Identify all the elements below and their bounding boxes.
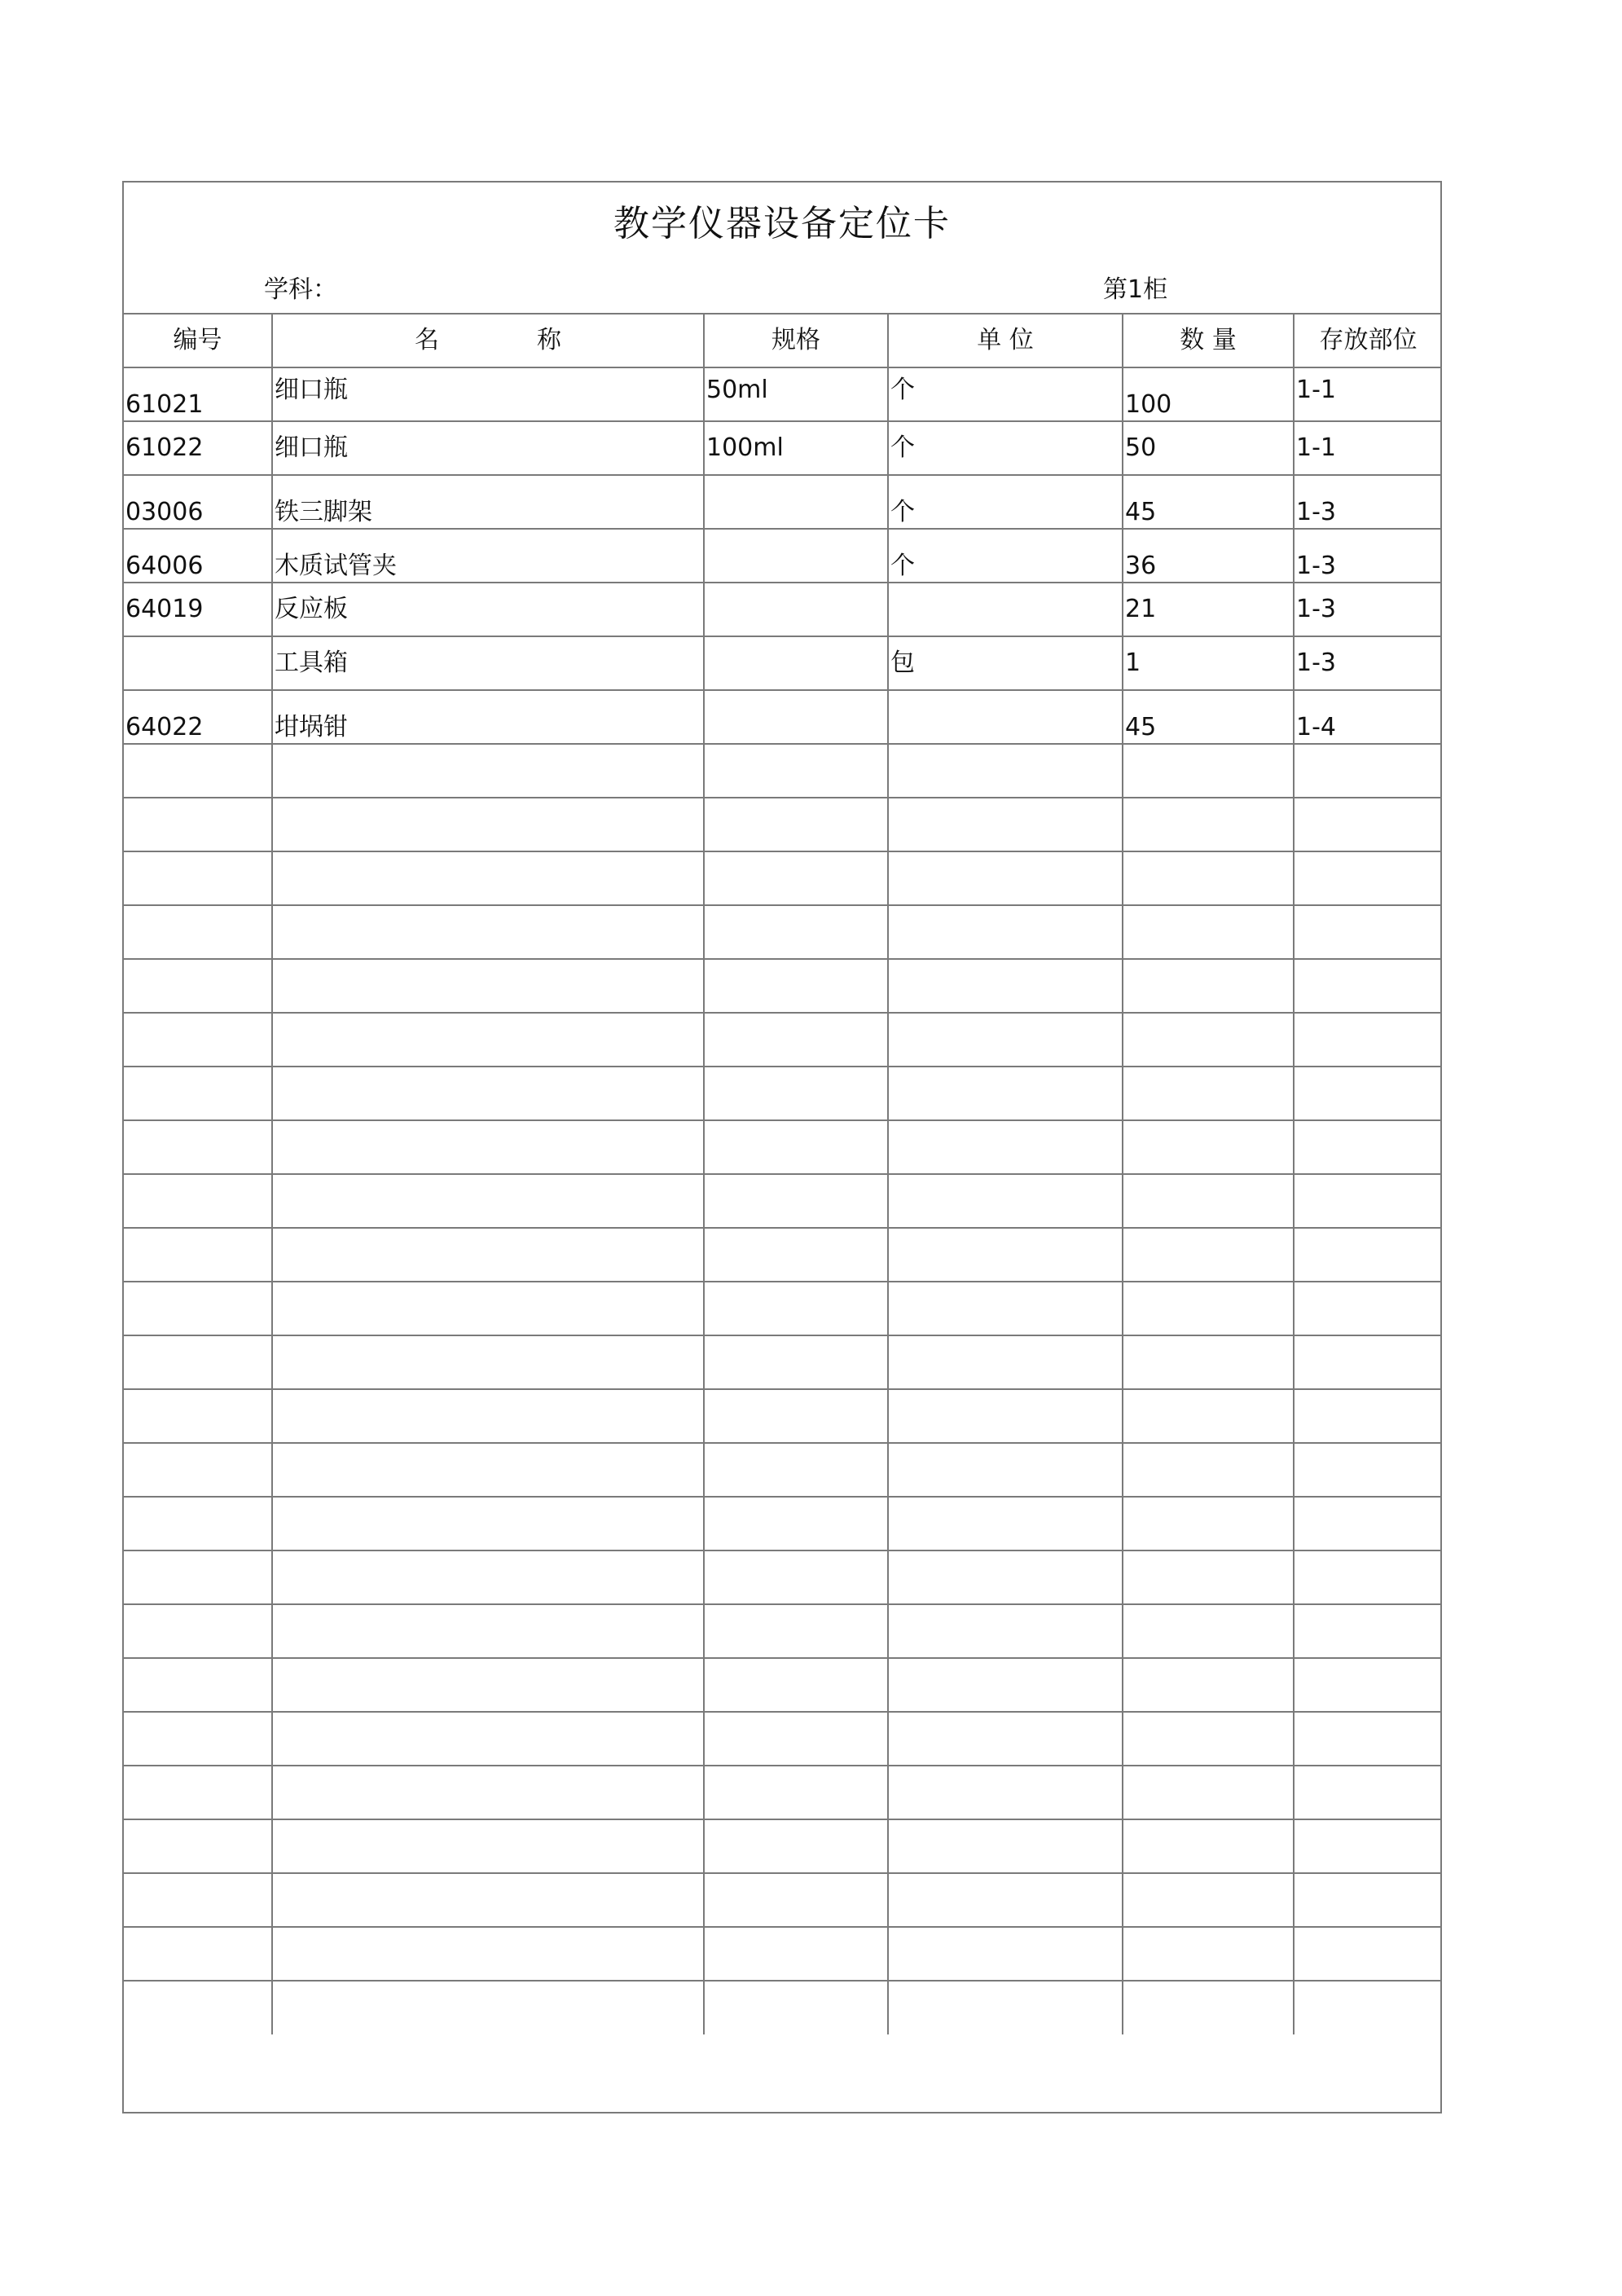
cell-unit: 个 (888, 367, 1123, 421)
cell-name: 细口瓶 (272, 421, 704, 475)
cell-spec (704, 1120, 888, 1174)
cell-spec (704, 1604, 888, 1658)
cell-quantity (1123, 1120, 1294, 1174)
cell-location: 1-1 (1294, 421, 1442, 475)
cell-id (124, 1228, 272, 1282)
cell-location: 1-3 (1294, 529, 1442, 583)
cell-location (1294, 1174, 1442, 1228)
cell-spec (704, 1550, 888, 1604)
cell-location (1294, 1067, 1442, 1120)
empty-row (124, 1927, 1442, 1981)
cell-unit (888, 1819, 1123, 1873)
cell-spec (704, 1873, 888, 1927)
cell-id (124, 1658, 272, 1712)
empty-row (124, 1658, 1442, 1712)
equipment-location-card (122, 181, 1442, 2113)
empty-row (124, 1389, 1442, 1443)
cell-spec (704, 1927, 888, 1981)
cell-name (272, 1013, 704, 1067)
cell-unit (888, 1174, 1123, 1228)
cell-spec (704, 1658, 888, 1712)
cell-spec (704, 690, 888, 744)
cell-id (124, 1550, 272, 1604)
cell-location (1294, 798, 1442, 851)
cell-spec (704, 851, 888, 905)
cell-location: 1-3 (1294, 583, 1442, 636)
cell-quantity (1123, 1335, 1294, 1389)
cell-id (124, 1819, 272, 1873)
cell-quantity (1123, 1819, 1294, 1873)
cell-id: 03006 (124, 475, 272, 529)
cell-unit (888, 1282, 1123, 1335)
cell-unit (888, 690, 1123, 744)
cell-unit (888, 1604, 1123, 1658)
cell-unit (888, 1013, 1123, 1067)
cell-spec (704, 1712, 888, 1766)
cell-spec (704, 1389, 888, 1443)
cell-location (1294, 1013, 1442, 1067)
empty-row (124, 1604, 1442, 1658)
empty-row (124, 1228, 1442, 1282)
cell-location (1294, 1550, 1442, 1604)
cell-location (1294, 1443, 1442, 1497)
cell-name (272, 1604, 704, 1658)
cell-unit (888, 851, 1123, 905)
table-row (124, 367, 1442, 421)
cell-location (1294, 1604, 1442, 1658)
cell-spec (704, 798, 888, 851)
cell-quantity: 50 (1123, 421, 1294, 475)
cell-name (272, 1658, 704, 1712)
empty-row (124, 1443, 1442, 1497)
header-id: 编号 (124, 314, 272, 367)
empty-row (124, 1282, 1442, 1335)
cell-location (1294, 1873, 1442, 1927)
cell-id (124, 1013, 272, 1067)
empty-row (124, 1174, 1442, 1228)
cell-location: 1-3 (1294, 475, 1442, 529)
empty-row (124, 1497, 1442, 1550)
cell-spec (704, 1174, 888, 1228)
cell-quantity (1123, 905, 1294, 959)
empty-row (124, 1981, 1442, 2034)
cell-id: 61022 (124, 421, 272, 475)
cabinet-label: 第1柜 (1103, 275, 1168, 304)
cell-quantity: 100 (1123, 367, 1294, 421)
cell-spec (704, 1766, 888, 1819)
cell-quantity (1123, 1658, 1294, 1712)
cell-location: 1-1 (1294, 367, 1442, 421)
cell-id (124, 1174, 272, 1228)
cell-id: 61021 (124, 367, 272, 421)
cell-name (272, 1228, 704, 1282)
cell-spec (704, 1443, 888, 1497)
cell-quantity (1123, 1927, 1294, 1981)
cell-name (272, 1443, 704, 1497)
cell-name (272, 1873, 704, 1927)
table-row (124, 421, 1442, 475)
cell-spec (704, 1282, 888, 1335)
cell-location (1294, 1658, 1442, 1712)
cell-quantity (1123, 851, 1294, 905)
cell-name (272, 1766, 704, 1819)
cell-quantity: 36 (1123, 529, 1294, 583)
cell-unit: 包 (888, 636, 1123, 690)
cell-unit (888, 583, 1123, 636)
cell-quantity (1123, 744, 1294, 798)
header-spec: 规格 (704, 314, 888, 367)
cell-spec (704, 959, 888, 1013)
cell-quantity: 21 (1123, 583, 1294, 636)
cell-id (124, 959, 272, 1013)
cell-spec (704, 1981, 888, 2034)
cell-unit (888, 1766, 1123, 1819)
cell-quantity (1123, 1766, 1294, 1819)
cell-unit (888, 1389, 1123, 1443)
cell-id (124, 798, 272, 851)
cell-unit (888, 1712, 1123, 1766)
cell-quantity (1123, 1067, 1294, 1120)
cell-name: 坩埚钳 (272, 690, 704, 744)
cell-unit (888, 744, 1123, 798)
cell-id (124, 1712, 272, 1766)
cell-name (272, 1712, 704, 1766)
empty-row (124, 1335, 1442, 1389)
cell-spec (704, 1067, 888, 1120)
empty-row (124, 959, 1442, 1013)
cell-spec (704, 1819, 888, 1873)
cell-quantity (1123, 1228, 1294, 1282)
cell-unit (888, 1927, 1123, 1981)
cell-quantity (1123, 1497, 1294, 1550)
cell-unit (888, 905, 1123, 959)
cell-unit (888, 1067, 1123, 1120)
cell-location (1294, 744, 1442, 798)
empty-row (124, 851, 1442, 905)
cell-location (1294, 1389, 1442, 1443)
cell-id (124, 851, 272, 905)
cell-name (272, 1819, 704, 1873)
cell-id: 64006 (124, 529, 272, 583)
cell-location (1294, 1335, 1442, 1389)
cell-id (124, 1335, 272, 1389)
header-quantity: 数 量 (1123, 314, 1294, 367)
cell-unit (888, 1120, 1123, 1174)
cell-location (1294, 1927, 1442, 1981)
cell-id (124, 1981, 272, 2034)
cell-quantity (1123, 1981, 1294, 2034)
cell-spec (704, 1013, 888, 1067)
subject-label: 学科： (264, 275, 337, 304)
cell-location: 1-4 (1294, 690, 1442, 744)
empty-row (124, 905, 1442, 959)
cell-name (272, 959, 704, 1013)
cell-unit (888, 1658, 1123, 1712)
cell-quantity (1123, 1873, 1294, 1927)
cell-name: 木质试管夹 (272, 529, 704, 583)
cell-name (272, 1335, 704, 1389)
header-location: 存放部位 (1294, 314, 1442, 367)
cell-id (124, 1497, 272, 1550)
cell-id (124, 744, 272, 798)
cell-spec (704, 1497, 888, 1550)
cell-quantity (1123, 1712, 1294, 1766)
cell-unit: 个 (888, 421, 1123, 475)
cell-quantity (1123, 1550, 1294, 1604)
empty-row (124, 1712, 1442, 1766)
cell-name (272, 905, 704, 959)
cell-name (272, 851, 704, 905)
equipment-table (124, 313, 1442, 2034)
cell-quantity (1123, 1174, 1294, 1228)
cell-id (124, 905, 272, 959)
cell-quantity (1123, 1282, 1294, 1335)
cell-unit (888, 1981, 1123, 2034)
cell-id (124, 1604, 272, 1658)
cell-id (124, 1282, 272, 1335)
cell-location (1294, 1120, 1442, 1174)
cell-name (272, 1067, 704, 1120)
cell-id (124, 1067, 272, 1120)
cell-unit (888, 1550, 1123, 1604)
cell-name (272, 798, 704, 851)
cell-unit (888, 959, 1123, 1013)
cell-spec (704, 905, 888, 959)
cell-quantity (1123, 1604, 1294, 1658)
cell-id (124, 1120, 272, 1174)
cell-unit (888, 1228, 1123, 1282)
cell-id (124, 1927, 272, 1981)
cell-name (272, 1981, 704, 2034)
cell-unit: 个 (888, 475, 1123, 529)
cell-spec (704, 744, 888, 798)
cell-unit (888, 1873, 1123, 1927)
cell-unit (888, 1443, 1123, 1497)
cell-unit (888, 1497, 1123, 1550)
cell-name: 细口瓶 (272, 367, 704, 421)
cell-location: 1-3 (1294, 636, 1442, 690)
cell-quantity: 1 (1123, 636, 1294, 690)
cell-spec (704, 636, 888, 690)
cell-unit (888, 798, 1123, 851)
table-row (124, 690, 1442, 744)
cell-quantity (1123, 1389, 1294, 1443)
cell-id: 64022 (124, 690, 272, 744)
cell-name (272, 1120, 704, 1174)
empty-row (124, 798, 1442, 851)
cell-quantity (1123, 959, 1294, 1013)
cell-location (1294, 1819, 1442, 1873)
cell-location (1294, 851, 1442, 905)
empty-row (124, 1873, 1442, 1927)
cell-spec: 50ml (704, 367, 888, 421)
cell-name (272, 744, 704, 798)
cell-id (124, 636, 272, 690)
cell-name (272, 1389, 704, 1443)
cell-name (272, 1174, 704, 1228)
empty-row (124, 1819, 1442, 1873)
cell-location (1294, 1497, 1442, 1550)
cell-location (1294, 1766, 1442, 1819)
cell-quantity (1123, 1443, 1294, 1497)
cell-location (1294, 1282, 1442, 1335)
header-unit: 单 位 (888, 314, 1123, 367)
cell-id (124, 1766, 272, 1819)
cell-location (1294, 1228, 1442, 1282)
cell-spec (704, 1228, 888, 1282)
cell-quantity (1123, 798, 1294, 851)
cell-quantity: 45 (1123, 690, 1294, 744)
table-row (124, 636, 1442, 690)
empty-row (124, 1013, 1442, 1067)
cell-id: 64019 (124, 583, 272, 636)
table-header-row (124, 314, 1442, 367)
empty-row (124, 1067, 1442, 1120)
cell-name (272, 1282, 704, 1335)
cell-name: 铁三脚架 (272, 475, 704, 529)
empty-row (124, 1120, 1442, 1174)
cell-location (1294, 959, 1442, 1013)
cell-spec (704, 1335, 888, 1389)
cell-location (1294, 1981, 1442, 2034)
header-name: 名 称 (272, 314, 704, 367)
cell-spec (704, 583, 888, 636)
empty-row (124, 1766, 1442, 1819)
cell-name (272, 1927, 704, 1981)
card-title: 教学仪器设备定位卡 (613, 203, 951, 244)
cell-name: 反应板 (272, 583, 704, 636)
cell-location (1294, 1712, 1442, 1766)
cell-id (124, 1389, 272, 1443)
cell-quantity (1123, 1013, 1294, 1067)
cell-unit (888, 1335, 1123, 1389)
empty-row (124, 744, 1442, 798)
cell-name (272, 1497, 704, 1550)
card-header (124, 183, 1440, 313)
empty-row (124, 1550, 1442, 1604)
cell-spec (704, 475, 888, 529)
cell-unit: 个 (888, 529, 1123, 583)
table-row (124, 475, 1442, 529)
cell-spec: 100ml (704, 421, 888, 475)
cell-quantity: 45 (1123, 475, 1294, 529)
table-row (124, 583, 1442, 636)
cell-location (1294, 905, 1442, 959)
cell-name (272, 1550, 704, 1604)
cell-id (124, 1873, 272, 1927)
cell-id (124, 1443, 272, 1497)
cell-name: 工具箱 (272, 636, 704, 690)
cell-spec (704, 529, 888, 583)
table-row (124, 529, 1442, 583)
